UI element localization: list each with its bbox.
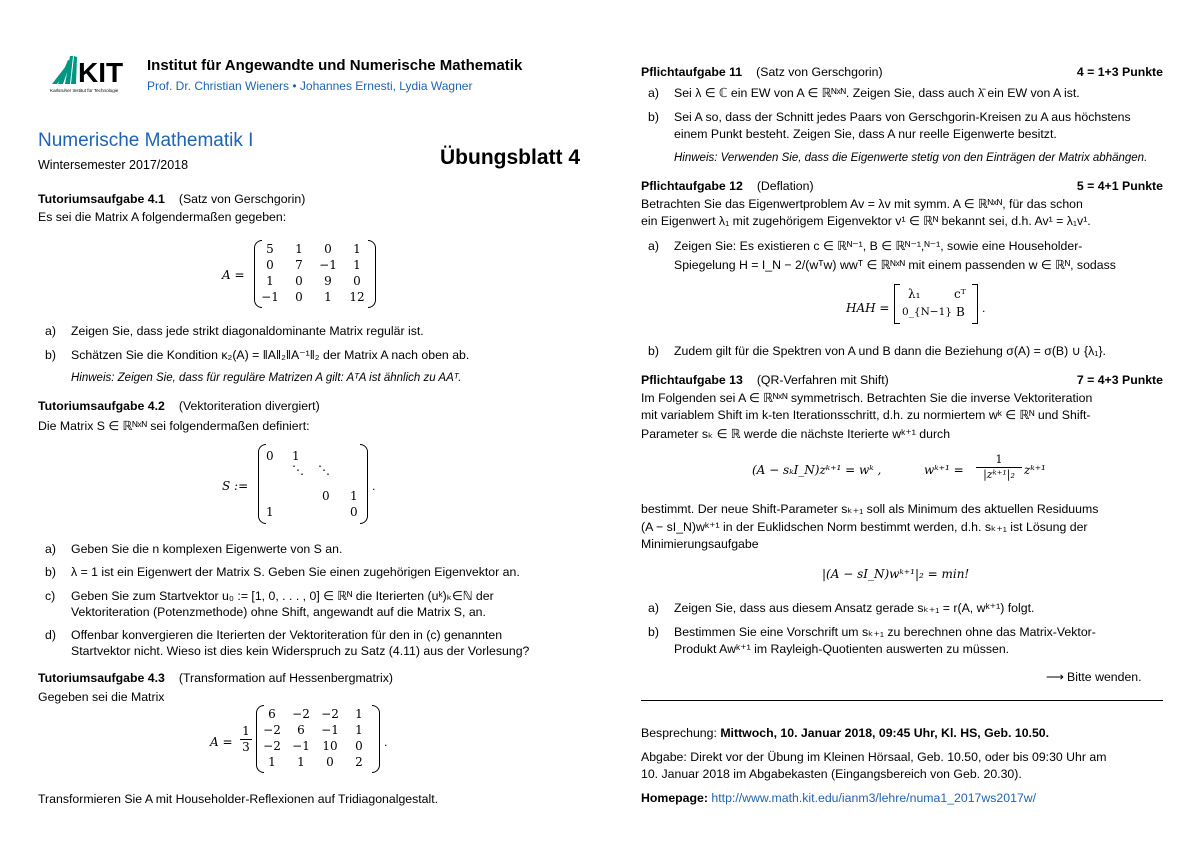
matrix-cell: 0 bbox=[355, 739, 363, 753]
item-label: b) bbox=[648, 344, 659, 358]
paragraph-line: Minimierungsaufgabe bbox=[641, 537, 759, 551]
matrix-cell: cᵀ bbox=[954, 287, 966, 301]
hint: Hinweis: Zeigen Sie, dass für reguläre Matrizen A gilt: AᵀA ist ähnlich zu AAᵀ. bbox=[71, 372, 462, 384]
item-text: Sei λ ∈ ℂ ein EW von A ∈ ℝᴺˣᴺ. Zeigen Sie, dass auch λ̄ ein EW von A ist. bbox=[674, 86, 1080, 100]
fraction bbox=[240, 724, 252, 755]
divider bbox=[641, 700, 1163, 701]
bracket-right bbox=[372, 705, 380, 773]
points: 4 = 1+3 Punkte bbox=[1076, 65, 1163, 79]
homepage-link[interactable]: http://www.math.kit.edu/ianm3/lehre/numa1_2017ws2017w/ bbox=[711, 791, 1037, 805]
item-label: a) bbox=[648, 239, 659, 253]
matrix-cell: −1 bbox=[321, 723, 339, 737]
matrix-cell: 1 bbox=[292, 449, 300, 463]
task-subtitle: (Transformation auf Hessenbergmatrix) bbox=[178, 671, 394, 685]
paragraph-line: mit variablem Shift im k-ten Iterationsschritt, d.h. zu normiertem wᵏ ∈ ℝᴺ und Shift- bbox=[641, 408, 1091, 422]
matrix-cell: 1 bbox=[268, 755, 276, 769]
period: . bbox=[372, 479, 376, 493]
bracket-left bbox=[894, 284, 900, 324]
block-matrix bbox=[894, 284, 978, 324]
task-11-heading bbox=[641, 64, 1163, 81]
matrix-cell: 6 bbox=[297, 723, 305, 737]
staff-names: Prof. Dr. Christian Wieners • Johannes Ernesti, Lydia Wagner bbox=[147, 79, 473, 93]
task-4-3-text: Transformieren Sie A mit Householder-Reflexionen auf Tridiagonalgestalt. bbox=[38, 792, 439, 806]
paragraph-line: ein Eigenwert λ₁ mit zugehörigem Eigenvektor v¹ ∈ ℝᴺ bekannt sei, d.h. Av¹ = λ₁v¹. bbox=[641, 214, 1091, 228]
task-subtitle: (Satz von Gerschgorin) bbox=[756, 65, 883, 79]
matrix-cell: B bbox=[956, 305, 965, 319]
item-text: Zudem gilt für die Spektren von A und B dann die Beziehung σ(A) = σ(B) ∪ {λ₁}. bbox=[674, 344, 1106, 358]
matrix-cell: 1 bbox=[355, 707, 363, 721]
item-label: b) bbox=[648, 625, 659, 639]
matrix-cell: −1 bbox=[319, 258, 337, 272]
matrix-cell: 12 bbox=[349, 290, 365, 304]
turn-page-note: ⟶ Bitte wenden. bbox=[1046, 670, 1142, 684]
matrix-cell: 1 bbox=[297, 755, 305, 769]
item-text-cont: Spiegelung H = I_N − 2/(wᵀw) wwᵀ ∈ ℝᴺˣᴺ mit einem passenden w ∈ ℝᴺ, sodass bbox=[674, 258, 1116, 272]
matrix-cell: 1 bbox=[266, 274, 274, 288]
besprechung bbox=[641, 725, 1049, 742]
institute-name: Institut für Angewandte und Numerische Mathematik bbox=[147, 57, 523, 74]
matrix-cell: 1 bbox=[353, 258, 361, 272]
matrix-s bbox=[258, 444, 368, 524]
hint: Hinweis: Verwenden Sie, dass die Eigenwerte stetig von den Einträgen der Matrix abhängen. bbox=[674, 152, 1148, 164]
homepage-label: Homepage: bbox=[641, 791, 708, 805]
fraction-numerator: 1 bbox=[240, 724, 252, 740]
besprechung-value: Mittwoch, 10. Januar 2018, 09:45 Uhr, Kl. HS, Geb. 10.50. bbox=[720, 726, 1050, 740]
paragraph-line: Im Folgenden sei A ∈ ℝᴺˣᴺ symmetrisch. Betrachten Sie die inverse Vektoriteration bbox=[641, 391, 1093, 405]
logo-caption: Karlsruher Institut für Technologie bbox=[50, 88, 119, 93]
equation-label: HAH = bbox=[846, 301, 890, 315]
item-text: λ = 1 ist ein Eigenwert der Matrix S. Geben Sie einen zugehörigen Eigenvektor an. bbox=[71, 565, 520, 579]
task-4-2-heading bbox=[38, 398, 320, 415]
task-4-3-heading bbox=[38, 670, 393, 687]
matrix-a-4-1 bbox=[254, 240, 376, 308]
task-subtitle: (Deflation) bbox=[756, 179, 814, 193]
task-title: Pflichtaufgabe 12 bbox=[641, 179, 743, 193]
task-title: Pflichtaufgabe 13 bbox=[641, 373, 743, 387]
task-4-1-heading bbox=[38, 191, 305, 208]
period: . bbox=[384, 735, 388, 749]
item-text-cont: einem Punkt besteht. Zeigen Sie, dass A nur reelle Eigenwerte besitzt. bbox=[674, 127, 1057, 141]
besprechung-label: Besprechung: bbox=[641, 726, 717, 740]
task-title: Tutoriumsaufgabe 4.1 bbox=[38, 192, 165, 206]
matrix-cell: 1 bbox=[324, 290, 332, 304]
item-label: d) bbox=[45, 628, 56, 642]
paragraph-line: Parameter sₖ ∈ ℝ werde die nächste Iterierte wᵏ⁺¹ durch bbox=[641, 427, 951, 441]
diagonal-dots: ⋱ bbox=[292, 463, 306, 477]
matrix-label: A = bbox=[222, 268, 245, 282]
logo-wordmark: KIT bbox=[78, 57, 124, 88]
matrix-cell: λ₁ bbox=[908, 287, 921, 301]
abgabe-line: 10. Januar 2018 im Abgabekasten (Eingangsbereich von Geb. 20.30). bbox=[641, 767, 1022, 781]
semester: Wintersemester 2017/2018 bbox=[38, 158, 189, 172]
task-4-1-intro: Es sei die Matrix A folgendermaßen gegeben: bbox=[38, 210, 287, 224]
kit-logo bbox=[50, 54, 138, 94]
task-4-2-intro: Die Matrix S ∈ ℝᴺˣᴺ sei folgendermaßen definiert: bbox=[38, 419, 310, 433]
abgabe-line: Abgabe: Direkt vor der Übung im Kleinen Hörsaal, Geb. 10.50, oder bis 09:30 Uhr am bbox=[641, 750, 1107, 764]
task-subtitle: (Vektoriteration divergiert) bbox=[178, 399, 320, 413]
task-subtitle: (Satz von Gerschgorin) bbox=[178, 192, 306, 206]
item-text: Zeigen Sie, dass aus diesem Ansatz gerade sₖ₊₁ = r(A, wᵏ⁺¹) folgt. bbox=[674, 601, 1035, 615]
item-label: a) bbox=[45, 324, 56, 338]
matrix-cell: 1 bbox=[295, 242, 303, 256]
item-text: Zeigen Sie: Es existieren c ∈ ℝᴺ⁻¹, B ∈ ℝᴺ⁻¹,ᴺ⁻¹, sowie eine Householder- bbox=[674, 239, 1083, 253]
task-subtitle: (QR-Verfahren mit Shift) bbox=[756, 373, 889, 387]
item-label: a) bbox=[45, 542, 56, 556]
matrix-cell: 0 bbox=[266, 449, 274, 463]
item-text-cont: Startvektor nicht. Wieso ist dies kein Widerspruch zu Satz (4.11) aus der Vorlesung? bbox=[71, 644, 530, 658]
item-label: a) bbox=[648, 601, 659, 615]
matrix-cell: 0 bbox=[350, 505, 358, 519]
period: . bbox=[982, 301, 986, 315]
points: 5 = 4+1 Punkte bbox=[1076, 179, 1163, 193]
equation: (A − sₖI_N)zᵏ⁺¹ = wᵏ , bbox=[752, 463, 882, 477]
matrix-cell: 0 bbox=[322, 489, 330, 503]
matrix-cell: −1 bbox=[261, 290, 279, 304]
item-text: Zeigen Sie, dass jede strikt diagonaldominante Matrix regulär ist. bbox=[71, 324, 424, 338]
fraction bbox=[976, 453, 1022, 482]
item-text-cont: Produkt Awᵏ⁺¹ im Rayleigh-Quotienten auswerten zu müssen. bbox=[674, 642, 1010, 656]
matrix-cell: −1 bbox=[292, 739, 310, 753]
item-text: Geben Sie zum Startvektor u₀ := [1, 0, . . . , 0] ∈ ℝᴺ die Iterierten (uᵏ)ₖ∈ℕ der bbox=[71, 589, 494, 603]
matrix-label: S := bbox=[222, 479, 249, 493]
task-13-heading bbox=[641, 372, 1163, 389]
task-title: Tutoriumsaufgabe 4.2 bbox=[38, 399, 165, 413]
matrix-cell: 9 bbox=[324, 274, 332, 288]
item-text: Offenbar konvergieren die Iterierten der Vektoriteration für den in (c) genannten bbox=[71, 628, 503, 642]
matrix-cell: 0 bbox=[326, 755, 334, 769]
paragraph-line: (A − sI_N)wᵏ⁺¹ in der Euklidschen Norm bestimmt werden, d.h. sₖ₊₁ ist Lösung der bbox=[641, 520, 1088, 534]
item-text: Schätzen Sie die Kondition κ₂(A) = ‖A‖₂‖A⁻¹‖₂ der Matrix A nach oben ab. bbox=[71, 348, 470, 362]
matrix-cell: 5 bbox=[266, 242, 274, 256]
task-title: Tutoriumsaufgabe 4.3 bbox=[38, 671, 165, 685]
item-label: b) bbox=[45, 348, 56, 362]
task-title: Pflichtaufgabe 11 bbox=[641, 65, 743, 79]
matrix-cell: 10 bbox=[322, 739, 338, 753]
item-label: b) bbox=[45, 565, 56, 579]
matrix-cell: 1 bbox=[266, 505, 274, 519]
paragraph-line: Betrachten Sie das Eigenwertproblem Av = λv mit symm. A ∈ ℝᴺˣᴺ, für das schon bbox=[641, 197, 1083, 211]
diagonal-dots: ⋱ bbox=[318, 463, 332, 477]
item-label: b) bbox=[648, 110, 659, 124]
matrix-cell: −2 bbox=[321, 707, 339, 721]
item-text: Bestimmen Sie eine Vorschrift um sₖ₊₁ zu berechnen ohne das Matrix-Vektor- bbox=[674, 625, 1096, 639]
bracket-right bbox=[972, 284, 978, 324]
task-4-3-intro: Gegeben sei die Matrix bbox=[38, 690, 165, 704]
paragraph-line: bestimmt. Der neue Shift-Parameter sₖ₊₁ soll als Minimum des aktuellen Residuums bbox=[641, 502, 1099, 516]
points: 7 = 4+3 Punkte bbox=[1076, 373, 1163, 387]
item-text: Sei A so, dass der Schnitt jedes Paars von Gerschgorin-Kreisen zu A aus höchstens bbox=[674, 110, 1131, 124]
matrix-cell: 0 bbox=[353, 274, 361, 288]
course-title: Numerische Mathematik I bbox=[38, 130, 254, 151]
equation: |(A − sI_N)wᵏ⁺¹|₂ = min! bbox=[822, 567, 970, 581]
matrix-cell: 0_{N−1} bbox=[902, 306, 952, 318]
bracket-right bbox=[360, 444, 368, 524]
sheet-title: Übungsblatt 4 bbox=[440, 146, 580, 169]
matrix-cell: 1 bbox=[350, 489, 358, 503]
matrix-cell: 0 bbox=[295, 290, 303, 304]
matrix-cell: −2 bbox=[263, 739, 281, 753]
task-12-heading bbox=[641, 178, 1163, 195]
matrix-cell: −2 bbox=[263, 723, 281, 737]
matrix-cell: 2 bbox=[355, 755, 363, 769]
fraction-denominator: |zᵏ⁺¹|₂ bbox=[983, 468, 1015, 481]
fraction-numerator: 1 bbox=[976, 453, 1022, 468]
item-text: Geben Sie die n komplexen Eigenwerte von S an. bbox=[71, 542, 343, 556]
item-label: c) bbox=[45, 589, 56, 603]
bracket-left bbox=[258, 444, 266, 524]
equation: wᵏ⁺¹ = bbox=[924, 463, 964, 477]
matrix-cell: −2 bbox=[292, 707, 310, 721]
matrix-cell: 1 bbox=[355, 723, 363, 737]
matrix-cell: 6 bbox=[268, 707, 276, 721]
matrix-cell: 1 bbox=[353, 242, 361, 256]
matrix-cell: 7 bbox=[295, 258, 303, 272]
equation: zᵏ⁺¹ bbox=[1024, 463, 1046, 477]
fraction-denominator: 3 bbox=[242, 740, 250, 754]
item-label: a) bbox=[648, 86, 659, 100]
matrix-label: A = bbox=[210, 735, 233, 749]
matrix-cell: 0 bbox=[324, 242, 332, 256]
matrix-cell: 0 bbox=[266, 258, 274, 272]
matrix-cell: 0 bbox=[295, 274, 303, 288]
item-text-cont: Vektoriteration (Potenzmethode) ohne Shift, angewandt auf die Matrix S, an. bbox=[71, 605, 486, 619]
homepage bbox=[641, 790, 1036, 807]
matrix-a-4-3 bbox=[256, 705, 380, 773]
